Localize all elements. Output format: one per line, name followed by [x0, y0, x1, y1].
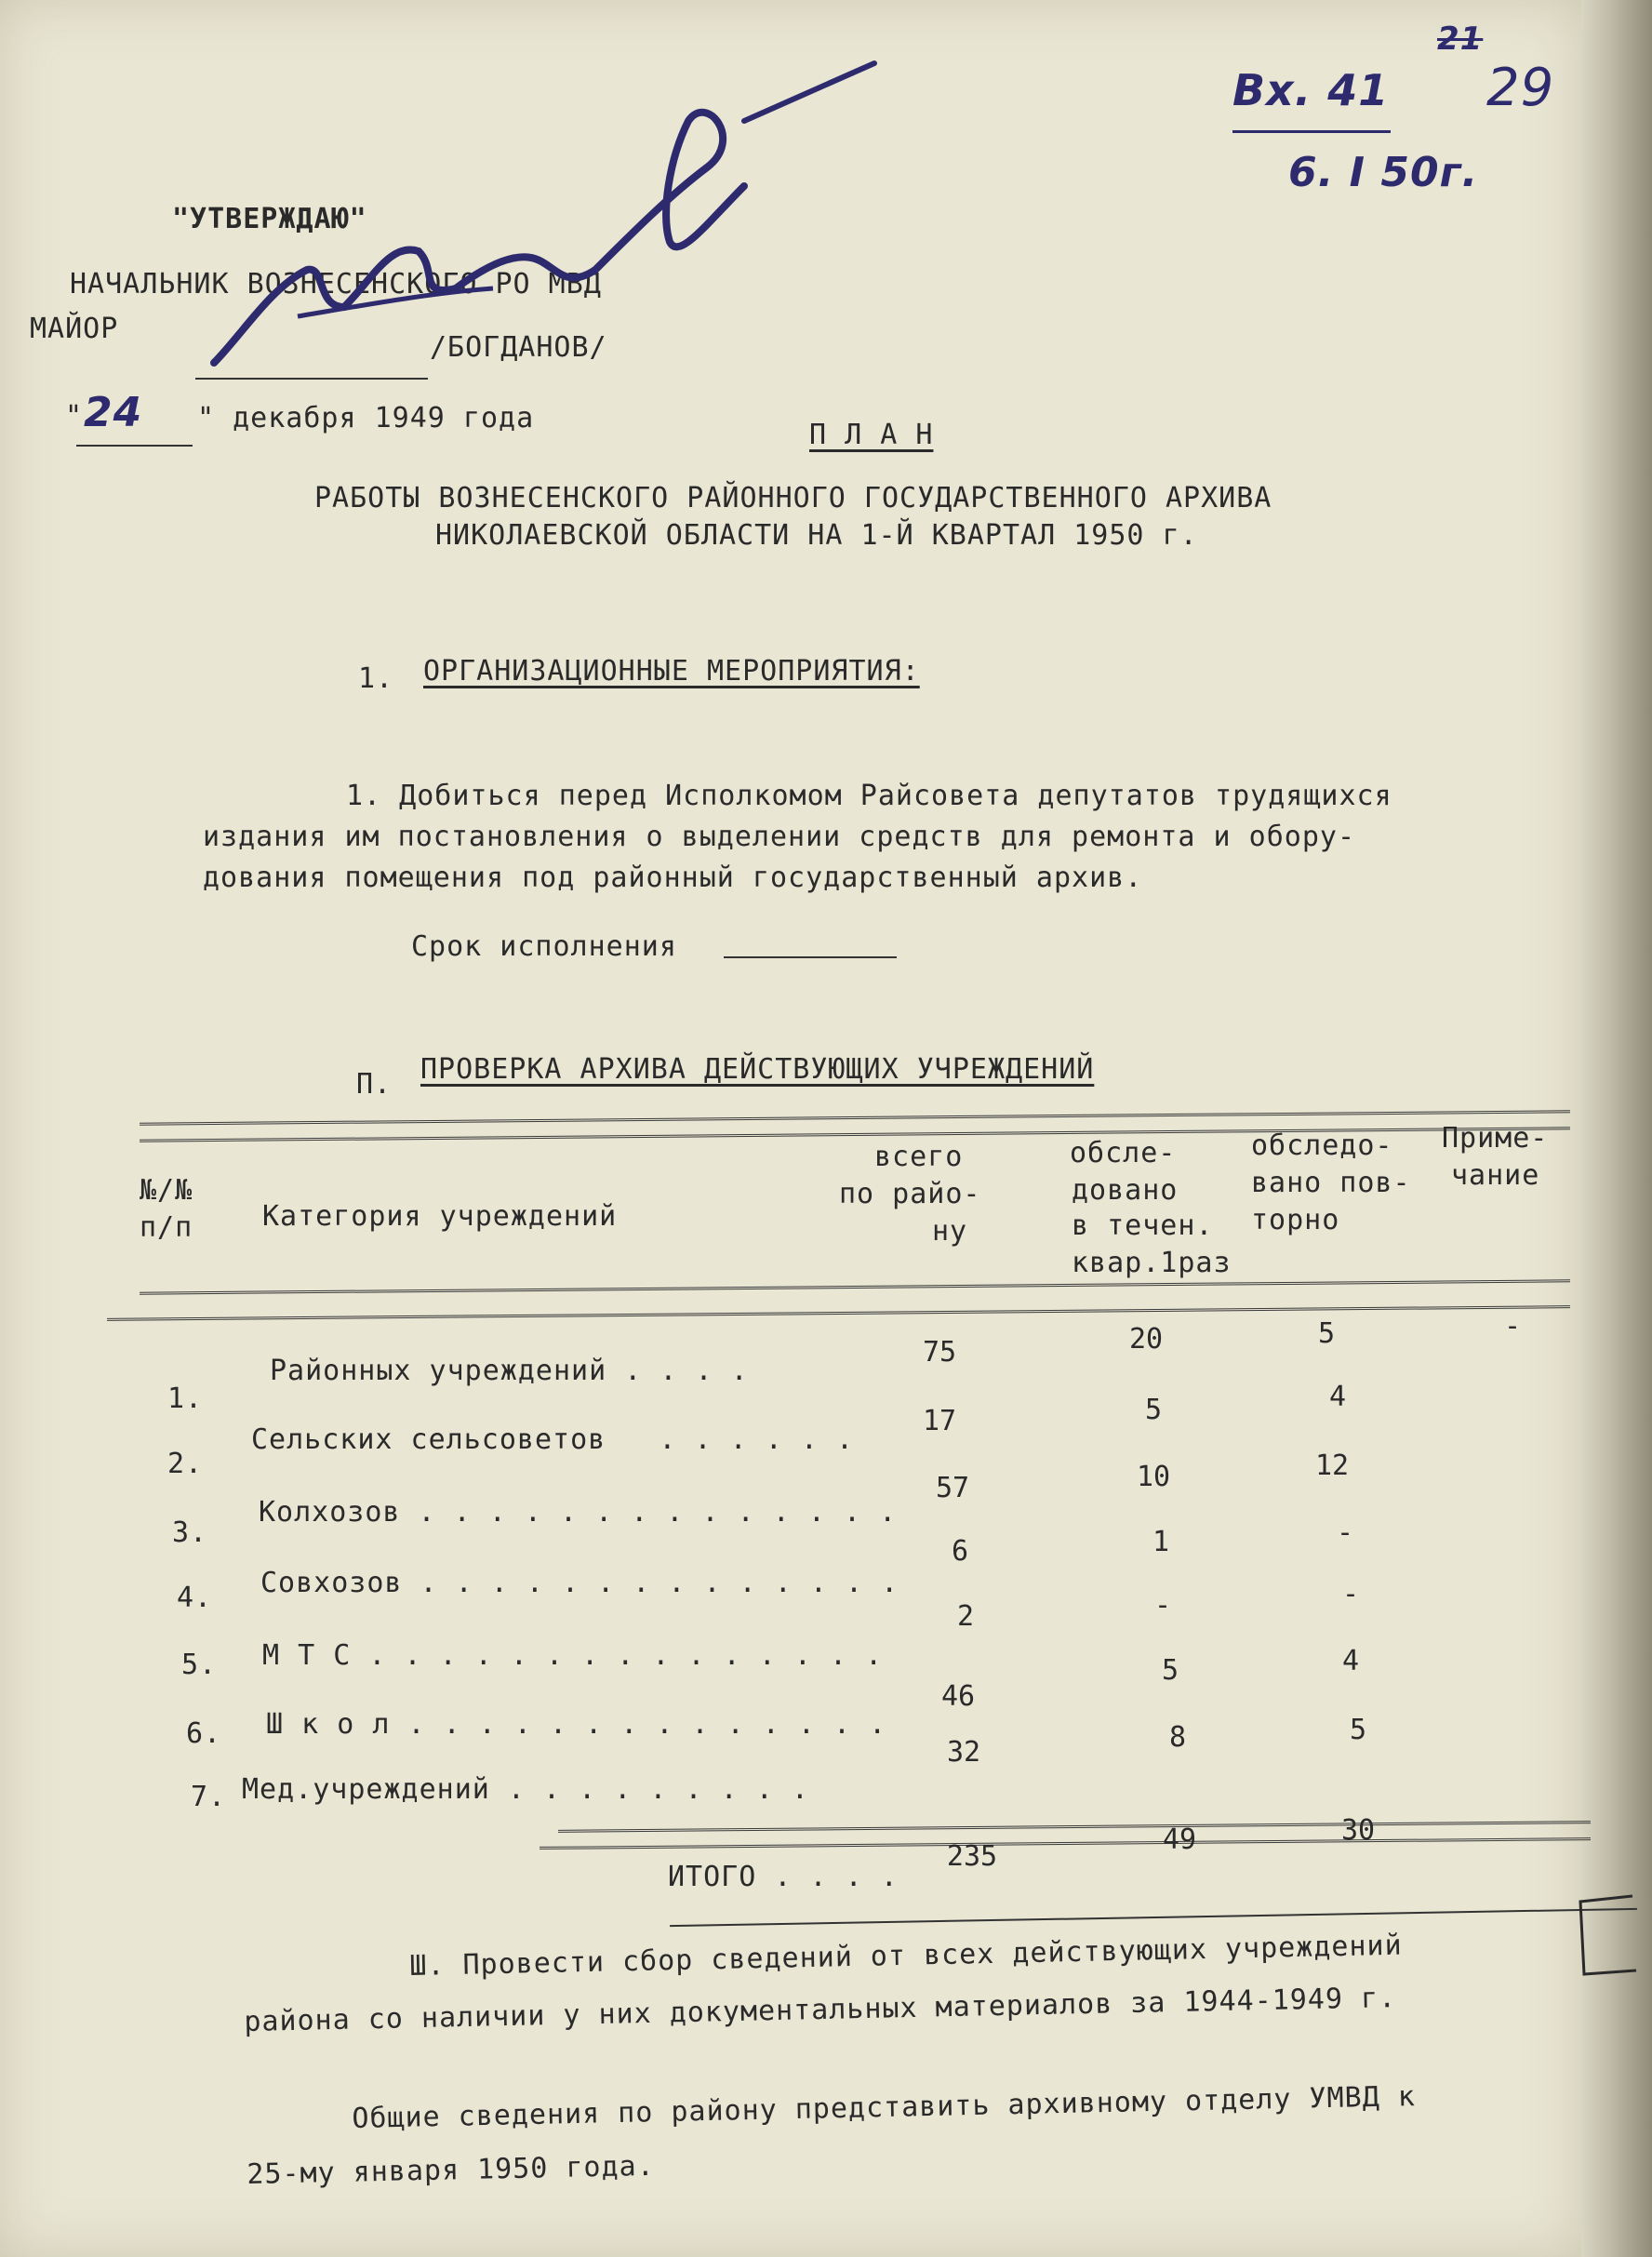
row-checked: 5: [1161, 1654, 1179, 1687]
row-total: 46: [940, 1680, 976, 1713]
row-number: 1.: [167, 1382, 204, 1415]
page-number: 29: [1486, 58, 1555, 118]
header-note-1: Приме-: [1442, 1122, 1549, 1155]
bracket-mark: [1567, 1890, 1642, 1980]
row-category: Сельских сельсоветов . . . . . .: [251, 1423, 855, 1456]
header-num-1: №/№: [140, 1174, 193, 1207]
plan-subtitle-1: РАБОТЫ ВОЗНЕСЕНСКОГО РАЙОННОГО ГОСУДАРСТВЕННОГО АРХИВА: [314, 482, 1272, 514]
deadline-label: Срок исполнения: [411, 930, 677, 963]
row-category: Колхозов . . . . . . . . . . . . . .: [259, 1496, 898, 1529]
registration-number: Вх. 41: [1232, 65, 1390, 115]
row-number: 7.: [191, 1781, 227, 1813]
row-total: 57: [935, 1472, 970, 1504]
row-checked: 1: [1152, 1526, 1170, 1558]
plan-title: П Л А Н: [809, 419, 934, 451]
header-rechecked-3: торно: [1251, 1204, 1340, 1236]
section3-line-2: района со наличии у них документальных материалов за 1944-1949 г.: [244, 1982, 1397, 2038]
approval-position: НАЧАЛЬНИК ВОЗНЕСЕНСКОГО РО МВД: [70, 268, 602, 300]
section2-heading: ПРОВЕРКА АРХИВА ДЕЙСТВУЮЩИХ УЧРЕЖДЕНИЙ: [420, 1053, 1095, 1086]
header-num-2: п/п: [140, 1211, 193, 1244]
deadline-blank: [724, 956, 897, 958]
section3-line-1: Ш. Провести сбор сведений от всех действующих учреждений: [409, 1929, 1403, 1983]
row-total: 17: [922, 1405, 957, 1437]
total-checked: 49: [1162, 1823, 1197, 1856]
row-rechecked: -: [1341, 1578, 1360, 1610]
row-total: 75: [922, 1336, 957, 1369]
header-checked-4: квар.1раз: [1072, 1247, 1232, 1279]
section1-para-1: 1. Добиться перед Исполкомом Райсовета депутатов трудящихся: [346, 780, 1392, 812]
approval-name: /БОГДАНОВ/: [430, 331, 607, 364]
header-total-2: по райо-: [839, 1178, 981, 1210]
header-total-1: всего: [874, 1141, 964, 1173]
row-rechecked: 5: [1317, 1317, 1336, 1350]
row-checked: 8: [1168, 1721, 1187, 1754]
old-page-number: 21: [1437, 20, 1484, 58]
section2-number: П.: [356, 1068, 393, 1101]
row-total: 2: [956, 1600, 975, 1633]
signature-drawing: [186, 56, 893, 391]
date-day: 24: [84, 389, 143, 436]
header-note-2: чание: [1451, 1159, 1540, 1192]
header-checked-2: довано: [1072, 1174, 1179, 1207]
row-category: Мед.учреждений . . . . . . . . .: [242, 1773, 809, 1806]
row-note: -: [1503, 1310, 1522, 1342]
date-open-quote: ": [65, 400, 84, 433]
section1-number: 1.: [358, 662, 394, 695]
header-rechecked-2: вано пов-: [1251, 1167, 1411, 1199]
row-checked: 20: [1128, 1323, 1164, 1356]
header-category: Категория учреждений: [262, 1200, 618, 1233]
row-rechecked: 5: [1349, 1714, 1367, 1746]
row-total: 32: [946, 1736, 981, 1769]
header-checked-1: обсле-: [1070, 1137, 1177, 1169]
row-total: 6: [951, 1535, 969, 1568]
total-label: ИТОГО . . . .: [668, 1861, 899, 1893]
row-rechecked: 4: [1328, 1381, 1347, 1413]
section3-line-4: 25-му января 1950 года.: [246, 2149, 656, 2191]
registration-date: 6. I 50г.: [1288, 149, 1479, 196]
section3-line-3: Общие сведения по району представить архивному отделу УМВД к: [352, 2080, 1417, 2135]
row-category: Совхозов . . . . . . . . . . . . . .: [260, 1567, 899, 1599]
row-checked: 10: [1136, 1461, 1171, 1493]
row-number: 4.: [177, 1582, 213, 1614]
row-rechecked: 12: [1314, 1449, 1350, 1482]
row-number: 6.: [186, 1717, 222, 1750]
row-rechecked: 4: [1341, 1645, 1360, 1677]
row-number: 2.: [167, 1448, 204, 1480]
row-category: М Т С . . . . . . . . . . . . . . .: [262, 1639, 884, 1672]
section1-para-3: дования помещения под районный государственный архив.: [203, 861, 1143, 894]
header-checked-3: в течен.: [1072, 1209, 1214, 1242]
registration-divider: [1232, 130, 1391, 133]
section1-heading: ОРГАНИЗАЦИОННЫЕ МЕРОПРИЯТИЯ:: [423, 655, 920, 688]
row-checked: 5: [1144, 1394, 1163, 1426]
header-total-3: ну: [932, 1215, 968, 1248]
row-number: 3.: [172, 1516, 208, 1549]
date-day-underline: [76, 445, 193, 447]
row-checked: -: [1153, 1589, 1172, 1622]
total-rechecked: 30: [1340, 1814, 1376, 1847]
row-rechecked: -: [1336, 1516, 1354, 1549]
section1-para-2: издания им постановления о выделении средств для ремонта и обору-: [203, 821, 1355, 853]
approval-title: "УТВЕРЖДАЮ": [172, 203, 367, 235]
header-rechecked-1: обследо-: [1251, 1129, 1393, 1162]
plan-subtitle-2: НИКОЛАЕВСКОЙ ОБЛАСТИ НА 1-Й КВАРТАЛ 1950 г.: [435, 519, 1198, 552]
row-number: 5.: [181, 1649, 218, 1681]
approval-rank: МАЙОР: [30, 313, 119, 345]
row-category: Районных учреждений . . . .: [270, 1355, 749, 1387]
total-all: 235: [946, 1840, 998, 1873]
approval-date: " декабря 1949 года: [197, 402, 535, 434]
row-category: Ш к о л . . . . . . . . . . . . . .: [266, 1708, 887, 1741]
